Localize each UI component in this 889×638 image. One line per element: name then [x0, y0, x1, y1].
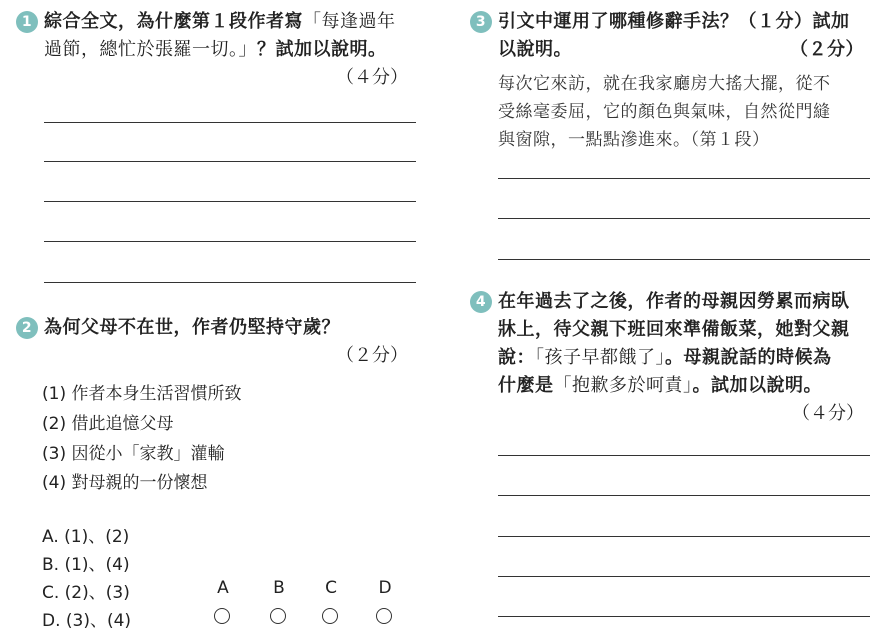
answer-letter-d: D [378, 578, 392, 598]
statement-3: (3) 因從小「家教」灌輸 [42, 444, 225, 464]
question-number-badge: 4 [470, 291, 492, 313]
option-c: C. (2)、(3) [42, 583, 130, 603]
answer-circle-d[interactable] [376, 608, 392, 624]
answer-line[interactable] [44, 122, 416, 123]
question-2 [16, 314, 416, 370]
question-1-line-1: 1 綜合全文，為什麼第１段作者寫「每逢過年 [16, 8, 416, 36]
question-1-line-2: 過節，總忙於張羅一切。」？試加以說明。 [44, 39, 387, 60]
quoted-passage: 每次它來訪，就在我家廳房大搖大擺，從不 受絲毫委屈，它的顏色與氣味，自然從門縫 與窗隙，一點點滲進來。（第１段） [498, 74, 831, 150]
answer-line[interactable] [498, 495, 870, 496]
question-2-score: （２分） [336, 345, 408, 366]
answer-letter-a: A [217, 578, 229, 598]
question-number-badge: 2 [16, 317, 38, 339]
answer-line[interactable] [44, 201, 416, 202]
question-number-badge: 1 [16, 11, 38, 33]
option-a: A. (1)、(2) [42, 527, 130, 547]
question-number-badge: 3 [470, 11, 492, 33]
question-4-score: （４分） [792, 403, 864, 424]
answer-letter-b: B [273, 578, 285, 598]
answer-line[interactable] [498, 259, 870, 260]
answer-line[interactable] [498, 218, 870, 219]
statement-4: (4) 對母親的一份懷想 [42, 473, 208, 493]
question-3 [470, 8, 870, 154]
answer-line[interactable] [44, 161, 416, 162]
answer-line[interactable] [498, 536, 870, 537]
question-3-score: （２分） [790, 39, 864, 60]
answer-letter-c: C [325, 578, 337, 598]
question-4-line-4: 什麼是「抱歉多於呵責」。試加以說明。 [498, 375, 822, 396]
question-4-line-3: 說：「孩子早都餓了」。母親說話的時候為 [498, 347, 832, 368]
option-b: B. (1)、(4) [42, 555, 130, 575]
question-3-line-1: 3 引文中運用了哪種修辭手法？（１分）試加 [470, 8, 870, 36]
answer-line[interactable] [44, 282, 416, 283]
question-1-score: （４分） [336, 67, 408, 88]
answer-circle-a[interactable] [214, 608, 230, 624]
question-2-line-1: 2 為何父母不在世，作者仍堅持守歲？ [16, 314, 416, 342]
question-4-line-1: 4 在年過去了之後，作者的母親因勞累而病臥 [470, 288, 870, 316]
question-4 [470, 288, 870, 428]
answer-line[interactable] [498, 616, 870, 617]
answer-line[interactable] [44, 241, 416, 242]
answer-circle-c[interactable] [322, 608, 338, 624]
answer-line[interactable] [498, 178, 870, 179]
option-d: D. (3)、(4) [42, 611, 132, 631]
question-1 [16, 8, 416, 92]
statement-1: (1) 作者本身生活習慣所致 [42, 384, 242, 404]
answer-circle-b[interactable] [270, 608, 286, 624]
answer-line[interactable] [498, 576, 870, 577]
answer-line[interactable] [498, 455, 870, 456]
question-4-line-2: 牀上，待父親下班回來準備飯菜，她對父親 [498, 319, 850, 340]
statement-2: (2) 借此追憶父母 [42, 414, 174, 434]
question-3-line-2: 以說明。 （２分） [470, 36, 870, 64]
